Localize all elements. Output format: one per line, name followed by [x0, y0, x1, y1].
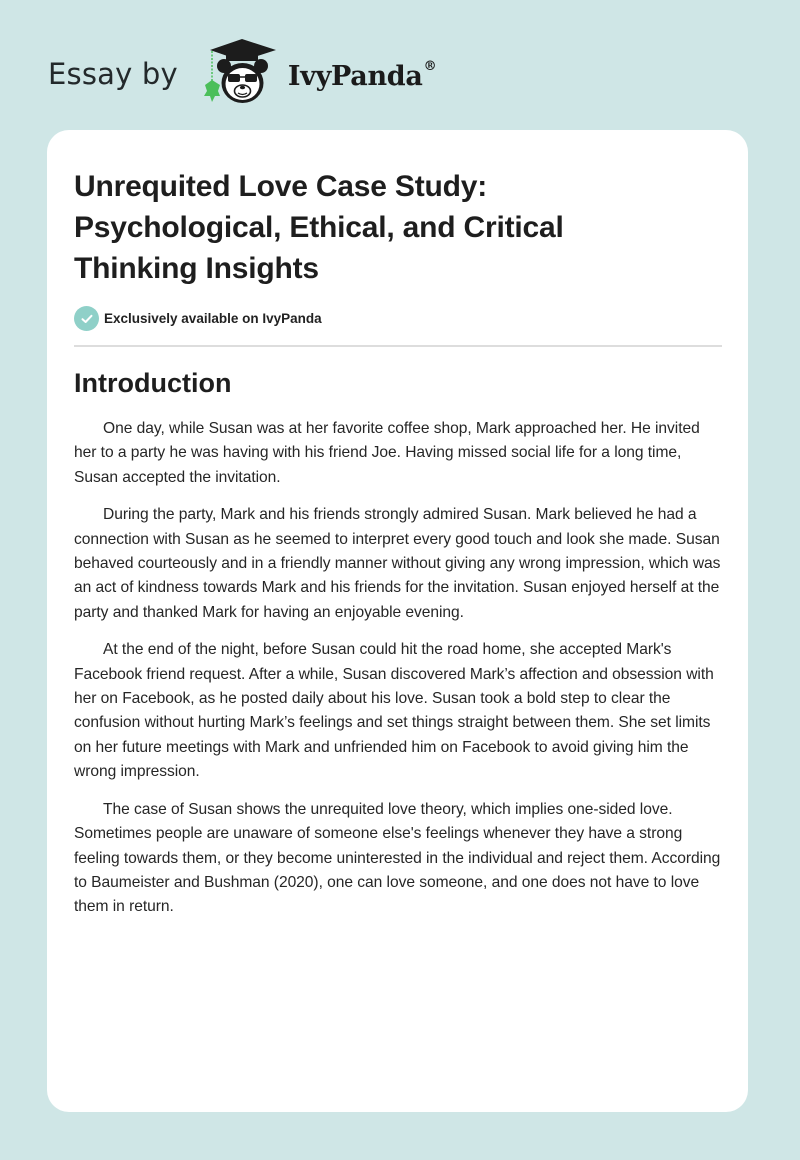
paragraph: The case of Susan shows the unrequited love theory, which implies one-sided love. Sometimes people are unaware of someone else's feelings whenever they have a strong feeling towards them, or they become uninterested in the individual and reject them. According to Baumeister and Bushman (2020), one can love someone, and one does not have to love them in return. [74, 800, 721, 916]
check-circle-icon [74, 306, 99, 331]
registered-mark: ® [423, 58, 437, 74]
exclusive-badge-label: Exclusively available on IvyPanda [104, 311, 322, 326]
section-body-introduction [74, 417, 724, 933]
site-header [48, 36, 436, 108]
paragraph: One day, while Susan was at her favorite coffee shop, Mark approached her. He invited her to a party he was having with his friend Joe. Having missed social life for a long time, Susan accepted the invitation. [74, 420, 700, 486]
paragraph: During the party, Mark and his friends strongly admired Susan. Mark believed he had a connection with Susan as he seemed to interpret every good touch and look she made. Susan behaved courteously and in a friendly manner without giving any wrong impression, which was an act of kindness towards Mark and his friends for the invitation. Susan enjoyed herself at the party and thanked Mark for having an enjoyable evening. [74, 506, 721, 621]
paragraph: At the end of the night, before Susan could hit the road home, she accepted Mark's Facebook friend request. After a while, Susan discovered Mark’s affection and obsession with her on Facebook, as he posted daily about his love. Susan took a bold step to clear the confusion without hurting Mark’s feelings and set things straight between them. She set limits on her future meetings with Mark and unfriended him on Facebook to avoid giving him the wrong impression. [74, 641, 714, 781]
essay-card [47, 130, 748, 1112]
graduate-panda-icon[interactable] [196, 36, 282, 108]
essay-by-label: Essay by [48, 57, 178, 91]
exclusive-badge [74, 306, 322, 331]
divider [74, 345, 722, 347]
page-title: Unrequited Love Case Study: Psychological, Ethical, and Critical Thinking Insights [74, 170, 564, 285]
brand-name: IvyPanda [287, 60, 423, 92]
section-heading-introduction: Introduction [74, 368, 232, 398]
ivypanda-logo-text[interactable] [287, 58, 437, 92]
